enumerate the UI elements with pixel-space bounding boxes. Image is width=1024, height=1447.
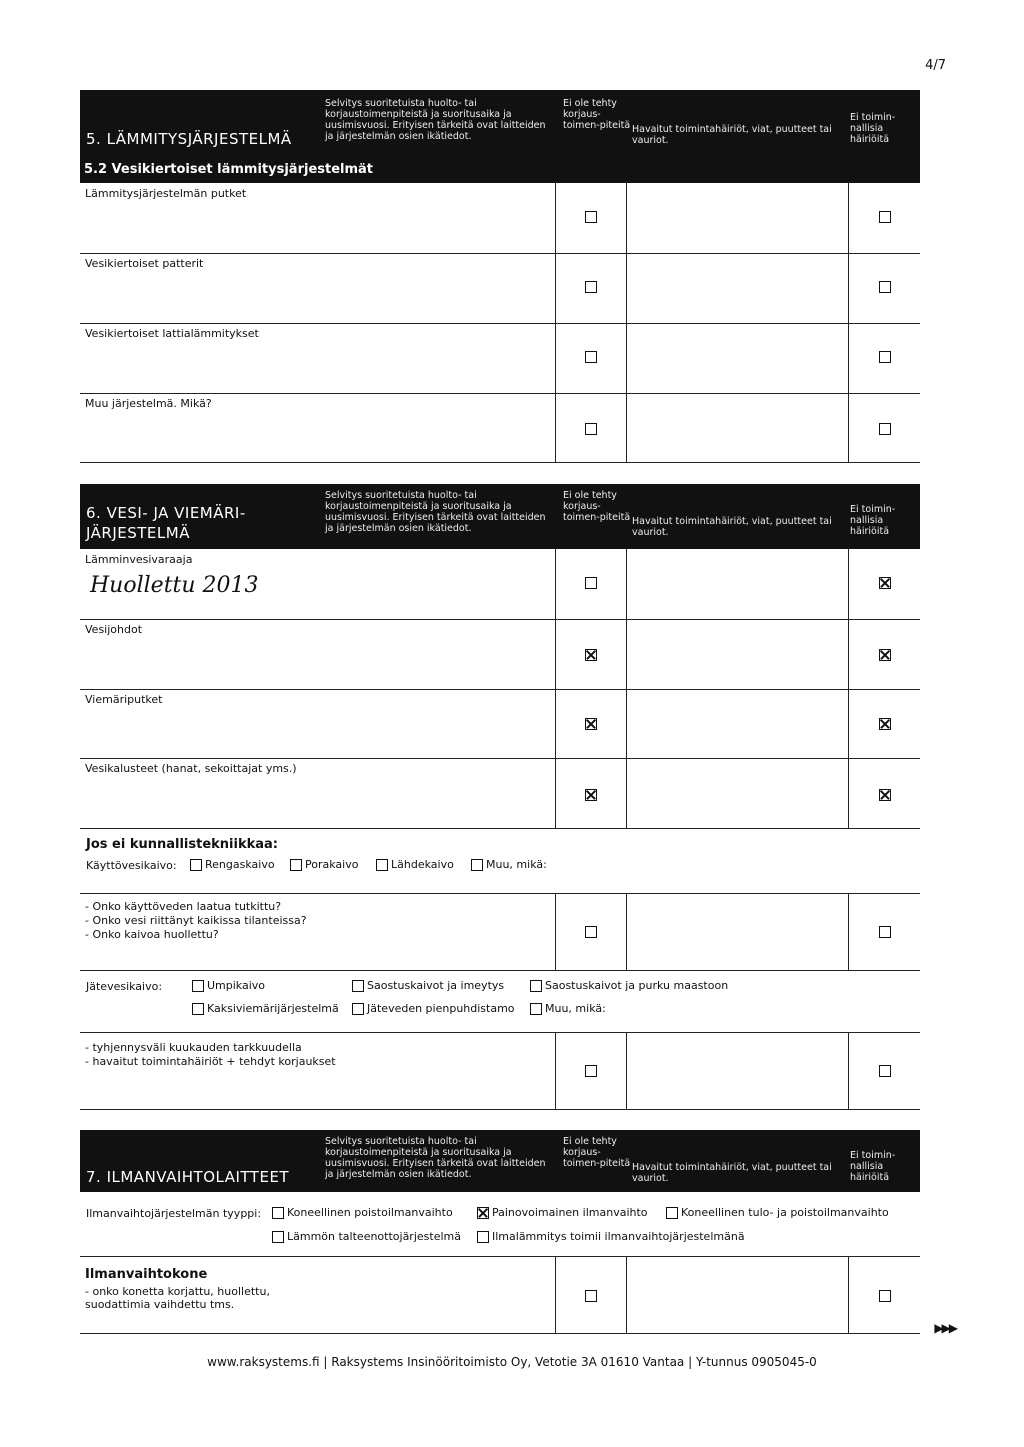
row-label: Vesikiertoiset lattialämmitykset (85, 327, 259, 340)
no-issues-checkbox[interactable] (879, 211, 891, 223)
section-5-title: 5. LÄMMITYSJÄRJESTELMÄ (86, 130, 292, 148)
not-done-checkbox[interactable] (585, 1290, 597, 1302)
header-desc: Selvitys suoritetuista huolto- tai korjaustoimenpiteistä ja suoritusaika ja uusimisvuosi. Erityisen tärkeitä ovat laitteiden ja järjestelmän osien ikätiedot. (325, 490, 546, 534)
row-water-heater (80, 549, 920, 620)
footer: www.raksystems.fi | Raksystems Insinööritoimisto Oy, Vetotie 3A 01610 Vantaa | Y-tunnus 0905045-0 (207, 1355, 817, 1369)
no-issues-checkbox[interactable] (879, 1065, 891, 1077)
checkbox[interactable] (477, 1231, 489, 1243)
divider (626, 894, 627, 970)
not-done-checkbox[interactable] (585, 351, 597, 363)
no-issues-checkbox[interactable] (879, 1290, 891, 1302)
option-label: Rengaskaivo (205, 858, 275, 871)
question-1: - Onko käyttöveden laatua tutkittu? (85, 900, 282, 913)
row-label: Lämminvesivaraaja (85, 553, 193, 566)
not-done-checkbox[interactable] (585, 577, 597, 589)
header-havaitut: Havaitut toimintahäiriöt, viat, puutteet tai vauriot. (632, 1162, 832, 1184)
question-2: - Onko vesi riittänyt kaikissa tilanteissa? (85, 914, 307, 927)
continue-arrows-icon: ▶▶▶ (934, 1321, 956, 1335)
row-floor-heating (80, 323, 920, 394)
option-label: Ilmalämmitys toimii ilmanvaihtojärjestelmänä (492, 1230, 745, 1243)
checkbox[interactable] (471, 859, 483, 871)
divider (848, 1257, 849, 1333)
option-label: Lämmön talteenottojärjestelmä (287, 1230, 461, 1243)
option-label: Kaksiviemärijärjestelmä (207, 1002, 339, 1015)
row-label: Vesikiertoiset patterit (85, 257, 204, 270)
row-label: Muu järjestelmä. Mikä? (85, 397, 212, 410)
divider (555, 758, 556, 828)
row-label: Viemäriputket (85, 693, 163, 706)
no-issues-checkbox[interactable] (879, 649, 891, 661)
unit-desc: - onko konetta korjattu, huollettu, suodattimia vaihdettu tms. (85, 1285, 270, 1311)
divider (555, 393, 556, 462)
divider (848, 253, 849, 323)
divider (555, 549, 556, 619)
checkbox[interactable] (190, 859, 202, 871)
divider (848, 758, 849, 828)
handwritten-note: Huollettu 2013 (90, 573, 259, 598)
waste-note-2: - havaitut toimintahäiriöt + tehdyt korjaukset (85, 1055, 336, 1068)
divider (848, 393, 849, 462)
row-label: Lämmitysjärjestelmän putket (85, 187, 247, 200)
divider (626, 619, 627, 689)
option-label: Koneellinen tulo- ja poistoilmanvaihto (681, 1206, 889, 1219)
row-fixtures (80, 758, 920, 829)
divider (626, 323, 627, 393)
divider (555, 323, 556, 393)
no-issues-checkbox[interactable] (879, 926, 891, 938)
checkbox[interactable] (352, 1003, 364, 1015)
section-5-subtitle: 5.2 Vesikiertoiset lämmitysjärjestelmät (84, 162, 374, 177)
option-label: Porakaivo (305, 858, 359, 871)
checkbox[interactable] (272, 1207, 284, 1219)
no-issues-checkbox[interactable] (879, 789, 891, 801)
checkbox[interactable] (477, 1207, 489, 1219)
header-ei-tehty: Ei ole tehty korjaus-toimen-piteitä (563, 490, 631, 523)
not-done-checkbox[interactable] (585, 1065, 597, 1077)
divider (555, 894, 556, 970)
header-ei-tehty: Ei ole tehty korjaus-toimen-piteitä (563, 1136, 631, 1169)
header-ei-toim: Ei toimin-nallisia häiriöitä (850, 1150, 896, 1183)
section-5-header (80, 90, 920, 183)
row-label: Vesikalusteet (hanat, sekoittajat yms.) (85, 762, 297, 775)
well-label: Käyttövesikaivo: (86, 859, 177, 872)
not-done-checkbox[interactable] (585, 281, 597, 293)
header-ei-toim: Ei toimin-nallisia häiriöitä (850, 504, 896, 537)
checkbox[interactable] (666, 1207, 678, 1219)
not-done-checkbox[interactable] (585, 649, 597, 661)
divider (848, 894, 849, 970)
divider (848, 1033, 849, 1109)
checkbox[interactable] (530, 1003, 542, 1015)
divider (848, 619, 849, 689)
divider (555, 253, 556, 323)
divider (555, 689, 556, 758)
divider (555, 1257, 556, 1333)
checkbox[interactable] (192, 980, 204, 992)
divider (848, 183, 849, 253)
checkbox[interactable] (530, 980, 542, 992)
no-issues-checkbox[interactable] (879, 577, 891, 589)
divider (626, 253, 627, 323)
ventilation-type-label: Ilmanvaihtojärjestelmän tyyppi: (86, 1207, 262, 1220)
row-ventilation-unit (80, 1256, 920, 1334)
row-radiators (80, 253, 920, 324)
section-6-title-line1: 6. VESI- JA VIEMÄRI- (86, 504, 246, 522)
divider (555, 183, 556, 253)
divider (626, 1033, 627, 1109)
page-number: 4/7 (925, 58, 946, 73)
checkbox[interactable] (376, 859, 388, 871)
divider (626, 689, 627, 758)
section-6-header (80, 484, 920, 549)
unit-title: Ilmanvaihtokone (85, 1267, 208, 1282)
vent-option-painovoimainen[interactable] (477, 1206, 648, 1220)
row-label: Vesijohdot (85, 623, 143, 636)
not-done-checkbox[interactable] (585, 423, 597, 435)
no-issues-checkbox[interactable] (879, 281, 891, 293)
header-ei-tehty: Ei ole tehty korjaus-toimen-piteitä (563, 98, 631, 131)
divider (848, 549, 849, 619)
option-label: Saostuskaivot ja purku maastoon (545, 979, 729, 992)
waste-option-umpikaivo[interactable] (192, 979, 265, 993)
checkbox[interactable] (290, 859, 302, 871)
row-water-pipes (80, 619, 920, 690)
section-6-title-line2: JÄRJESTELMÄ (86, 524, 190, 542)
option-label: Koneellinen poistoilmanvaihto (287, 1206, 453, 1219)
header-desc: Selvitys suoritetuista huolto- tai korjaustoimenpiteistä ja suoritusaika ja uusimisvuosi. Erityisen tärkeitä ovat laitteiden ja järjestelmän osien ikätiedot. (325, 1136, 546, 1180)
divider (626, 393, 627, 462)
header-havaitut: Havaitut toimintahäiriöt, viat, puutteet tai vauriot. (632, 124, 832, 146)
waste-label: Jätevesikaivo: (86, 980, 163, 993)
section-7-header (80, 1130, 920, 1192)
no-issues-checkbox[interactable] (879, 718, 891, 730)
divider (626, 549, 627, 619)
vent-option-lto[interactable] (272, 1230, 461, 1244)
not-done-checkbox[interactable] (585, 211, 597, 223)
waste-option-muu[interactable] (530, 1002, 606, 1016)
checkbox[interactable] (352, 980, 364, 992)
divider (555, 619, 556, 689)
row-well-questions (80, 893, 920, 971)
vent-option-koneellinen-poisto[interactable] (272, 1206, 453, 1220)
well-option-porakaivo[interactable] (290, 858, 358, 872)
option-label: Painovoimainen ilmanvaihto (492, 1206, 648, 1219)
option-label: Muu, mikä: (486, 858, 547, 871)
divider (848, 689, 849, 758)
divider (626, 183, 627, 253)
question-3: - Onko kaivoa huollettu? (85, 928, 219, 941)
header-ei-toim: Ei toimin-nallisia häiriöitä (850, 112, 896, 145)
option-label: Lähdekaivo (391, 858, 454, 871)
row-sewer-pipes (80, 689, 920, 759)
not-done-checkbox[interactable] (585, 789, 597, 801)
option-label: Umpikaivo (207, 979, 266, 992)
vent-option-koneellinen-tulo-poisto[interactable] (666, 1206, 889, 1220)
well-option-muu[interactable] (471, 858, 547, 872)
not-done-checkbox[interactable] (585, 718, 597, 730)
row-other-system (80, 393, 920, 463)
section-7-title: 7. ILMANVAIHTOLAITTEET (86, 1168, 290, 1186)
waste-option-saostus-purku[interactable] (530, 979, 728, 993)
not-done-checkbox[interactable] (585, 926, 597, 938)
option-label: Muu, mikä: (545, 1002, 606, 1015)
waste-option-kaksiviemari[interactable] (192, 1002, 339, 1016)
divider (626, 758, 627, 828)
header-desc: Selvitys suoritetuista huolto- tai korjaustoimenpiteistä ja suoritusaika ja uusimisvuosi. Erityisen tärkeitä ovat laitteiden ja järjestelmän osien ikätiedot. (325, 98, 546, 142)
option-label: Saostuskaivot ja imeytys (367, 979, 505, 992)
divider (626, 1257, 627, 1333)
no-issues-checkbox[interactable] (879, 351, 891, 363)
no-municipal-heading: Jos ei kunnallistekniikkaa: (86, 837, 278, 852)
well-option-lahdekaivo[interactable] (376, 858, 454, 872)
no-issues-checkbox[interactable] (879, 423, 891, 435)
waste-note-1: - tyhjennysväli kuukauden tarkkuudella (85, 1041, 302, 1054)
checkbox[interactable] (272, 1231, 284, 1243)
divider (555, 1033, 556, 1109)
waste-option-saostus-imeytys[interactable] (352, 979, 504, 993)
well-option-rengaskaivo[interactable] (190, 858, 275, 872)
vent-option-ilmalammitys[interactable] (477, 1230, 745, 1244)
option-label: Jäteveden pienpuhdistamo (367, 1002, 515, 1015)
waste-option-pienpuhdistamo[interactable] (352, 1002, 515, 1016)
row-heating-pipes (80, 183, 920, 254)
checkbox[interactable] (192, 1003, 204, 1015)
divider (848, 323, 849, 393)
header-havaitut: Havaitut toimintahäiriöt, viat, puutteet tai vauriot. (632, 516, 832, 538)
row-waste-notes (80, 1032, 920, 1110)
